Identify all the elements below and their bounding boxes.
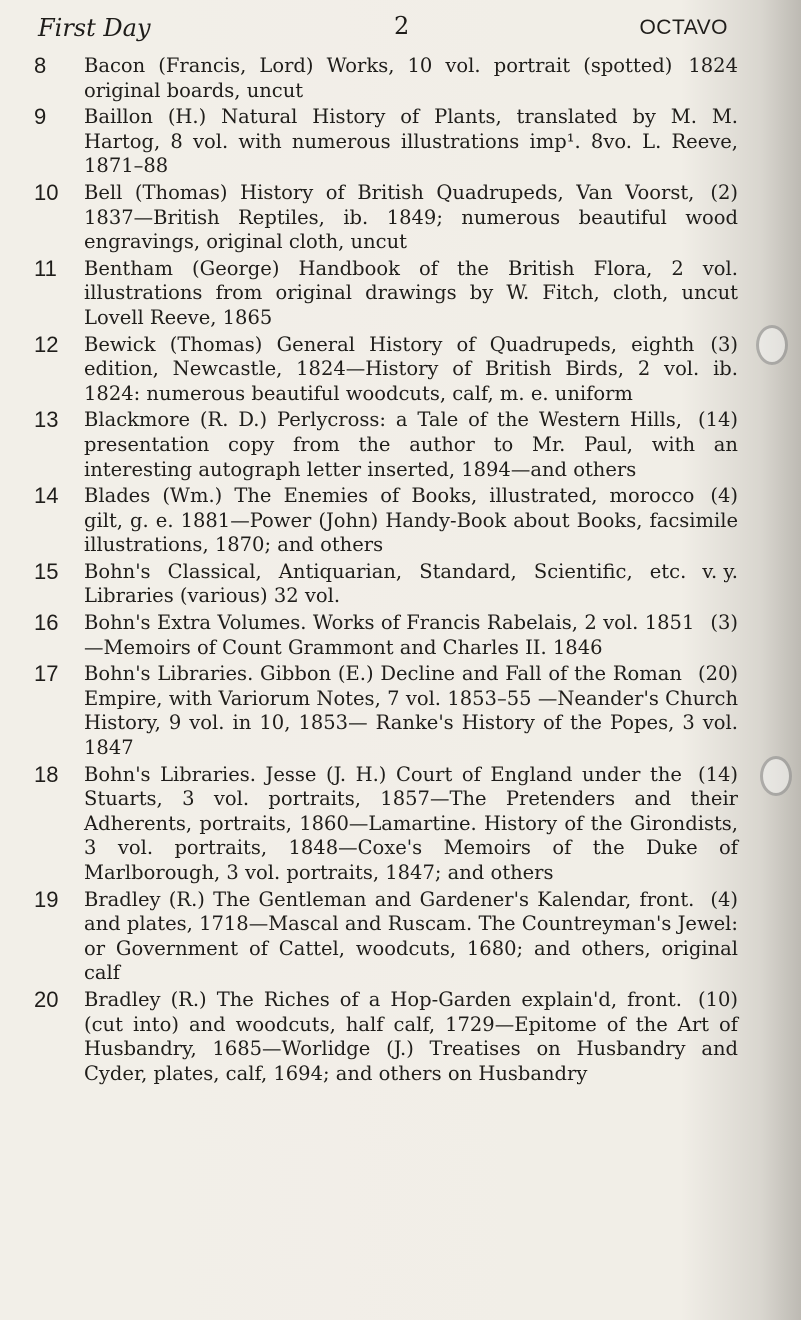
lot-entry: [34, 333, 738, 407]
lot-text: Bewick (Thomas) General History of Quadrupeds, eighth edition, Newcastle, 1824—History of British Birds, 2 vol. ib. 1824: numerous beautiful woodcuts, calf, m. e. uniform: [84, 332, 738, 405]
lot-number: 18: [34, 761, 59, 787]
lot-entry: [34, 611, 738, 660]
lot-description: [84, 105, 738, 179]
lot-entry: [34, 888, 738, 986]
lot-description: [84, 257, 738, 331]
lot-description: [84, 888, 738, 986]
lot-description: [84, 181, 738, 255]
lot-quantity: (14): [697, 408, 738, 432]
lot-description: [84, 763, 738, 886]
lot-text: Bell (Thomas) History of British Quadrupeds, Van Voorst, 1837—British Reptiles, ib. 1849; numerous beautiful wood engravings, original cloth, uncut: [84, 180, 738, 254]
lot-text: Bohn's Extra Volumes. Works of Francis Rabelais, 2 vol. 1851—Memoirs of Count Grammont and Charles II. 1846: [84, 611, 695, 659]
lot-entry: [34, 181, 738, 255]
lot-number: 19: [34, 886, 59, 912]
lot-number: 15: [34, 558, 59, 584]
lot-number: 8: [34, 53, 47, 78]
header-title: First Day: [38, 14, 151, 42]
lot-quantity: (4): [710, 887, 738, 911]
lot-entry: [34, 484, 738, 558]
clip-mark-icon: [756, 325, 788, 365]
header-section: OCTAVO: [639, 16, 728, 39]
lot-entry: [34, 408, 738, 482]
lot-text: Bradley (R.) The Gentleman and Gardener's Kalendar, front. and plates, 1718—Mascal and Ruscam. The Countreyman's Jewel: or Government of Cattel, woodcuts, 1680; and others, original calf: [84, 887, 738, 985]
lot-description: [84, 54, 738, 103]
lot-number: 11: [34, 255, 57, 281]
lot-number: 10: [34, 179, 59, 205]
lot-quantity: (10): [697, 987, 738, 1011]
lot-number: 13: [34, 407, 59, 433]
lot-description: [84, 662, 738, 760]
lot-text: Bentham (George) Handbook of the British Flora, 2 vol. illustrations from original drawings by W. Fitch, cloth, uncut Lovell Reeve, 1865: [84, 256, 738, 329]
lot-quantity: (3): [710, 611, 738, 635]
lot-number: 12: [34, 331, 59, 357]
lot-text: Blackmore (R. D.) Perlycross: a Tale of the Western Hills, presentation copy from the author to Mr. Paul, with an interesting autograph letter inserted, 1894—and others: [84, 408, 738, 481]
lot-description: [84, 484, 738, 558]
lot-number: 16: [34, 610, 59, 636]
lot-description: [84, 560, 738, 609]
lot-entry: [34, 662, 738, 760]
lot-description: [84, 408, 738, 482]
lot-text: Bohn's Classical, Antiquarian, Standard, Scientific, etc. Libraries (various) 32 vol.: [84, 559, 687, 608]
lot-text: Bacon (Francis, Lord) Works, 10 vol. portrait (spotted) original boards, uncut: [84, 54, 673, 102]
lot-quantity: v. y.: [702, 559, 738, 583]
lot-entry: [34, 105, 738, 179]
lot-entry: [34, 560, 738, 609]
lot-entry: [34, 54, 738, 103]
lot-quantity: (20): [697, 662, 738, 686]
lot-quantity: (3): [710, 332, 738, 356]
page-header: [38, 8, 728, 50]
lot-quantity: (4): [710, 484, 738, 508]
lot-quantity: (2): [710, 180, 738, 204]
lot-text: Bohn's Libraries. Jesse (J. H.) Court of England under the Stuarts, 3 vol. portraits, 1857—The Pretenders and their Adherents, portraits, 1860—Lamartine. History of the Girondists, 3 vol. portraits, 1848—Coxe's Memoirs of the Duke of Marlborough, 3 vol. portraits, 1847; and others: [84, 762, 738, 884]
lot-quantity: 1824: [688, 54, 738, 77]
page-number: 2: [394, 12, 410, 40]
lot-description: [84, 988, 738, 1086]
lot-number: 20: [34, 986, 59, 1012]
clip-mark-icon: [760, 756, 792, 796]
lot-text: Blades (Wm.) The Enemies of Books, illustrated, morocco gilt, g. e. 1881—Power (John) Handy-Book about Books, facsimile illustrations, 1870; and others: [84, 484, 738, 557]
lot-entry: [34, 257, 738, 331]
lot-entry: [34, 988, 738, 1086]
lot-text: Baillon (H.) Natural History of Plants, translated by M. M. Hartog, 8 vol. with numerous illustrations imp¹. 8vo. L. Reeve, 1871–88: [84, 105, 738, 178]
lot-number: 17: [34, 661, 59, 687]
lot-text: Bradley (R.) The Riches of a Hop-Garden explain'd, front. (cut into) and woodcuts, half calf, 1729—Epitome of the Art of Husbandry, 1685—Worlidge (J.) Treatises on Husbandry and Cyder, plates, calf, 1694; and others on Husbandry: [84, 987, 738, 1085]
lot-description: [84, 333, 738, 407]
lot-list: [34, 54, 738, 1088]
lot-number: 9: [34, 104, 47, 130]
lot-number: 14: [34, 483, 59, 509]
lot-description: [84, 611, 738, 660]
lot-entry: [34, 763, 738, 886]
lot-text: Bohn's Libraries. Gibbon (E.) Decline and Fall of the Roman Empire, with Variorum Notes, 7 vol. 1853–55 —Neander's Church History, 9 vol. in 10, 1853— Ranke's History of the Popes, 3 vol. 1847: [84, 662, 738, 760]
lot-quantity: (14): [697, 762, 738, 786]
